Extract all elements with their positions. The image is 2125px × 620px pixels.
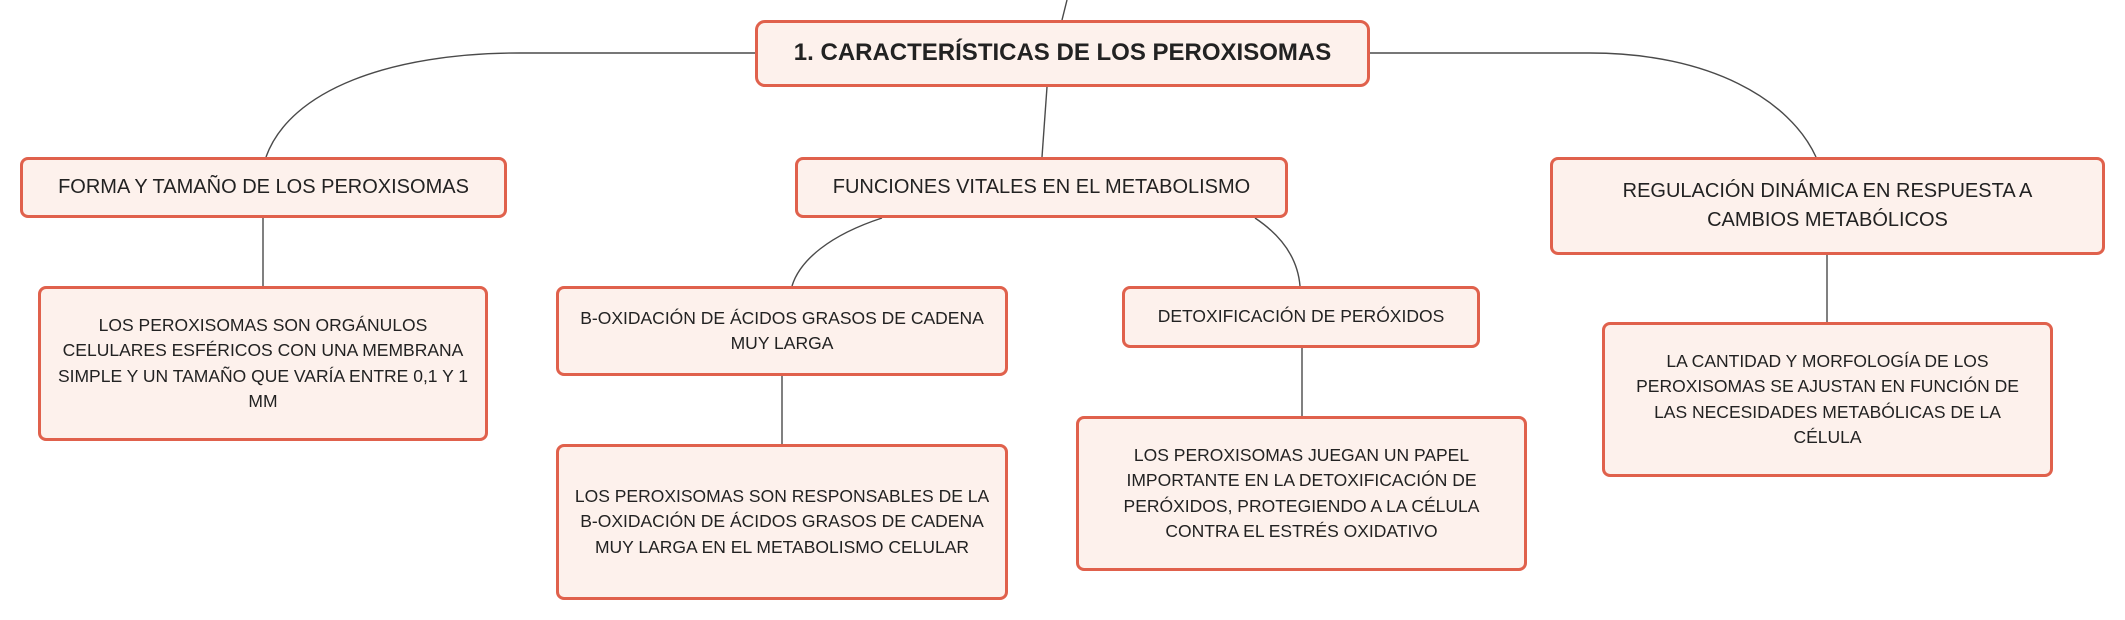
topic-regulacion-dinamica[interactable] <box>1550 157 2105 255</box>
connector-funciones-detox <box>1255 218 1300 286</box>
subtopic-detoxificacion[interactable] <box>1122 286 1480 348</box>
subtopic-beta-oxidacion-label: Β-OXIDACIÓN DE ÁCIDOS GRASOS DE CADENA MUY LARGA <box>580 307 984 353</box>
connector-root-top <box>1062 0 1067 20</box>
detail-regulacion-dinamica[interactable] <box>1602 322 2053 477</box>
subtopic-detoxificacion-label: DETOXIFICACIÓN DE PERÓXIDOS <box>1157 306 1445 327</box>
topic-forma-tamano[interactable] <box>20 157 507 218</box>
topic-regulacion-dinamica-label: REGULACIÓN DINÁMICA EN RESPUESTA A CAMBIOS METABÓLICOS <box>1622 180 2033 231</box>
topic-forma-tamano-label: FORMA Y TAMAÑO DE LOS PEROXISOMAS <box>58 176 469 198</box>
connector-root-funciones <box>1042 87 1047 157</box>
detail-forma-tamano[interactable] <box>38 286 488 441</box>
detail-beta-oxidacion[interactable] <box>556 444 1008 600</box>
connector-funciones-beta <box>792 218 882 286</box>
root-topic-label: 1. CARACTERÍSTICAS DE LOS PEROXISOMAS <box>793 39 1332 67</box>
connector-root-forma <box>266 53 755 157</box>
detail-beta-oxidacion-text: LOS PEROXISOMAS SON RESPONSABLES DE LA Β-OXIDACIÓN DE ÁCIDOS GRASOS DE CADENA MUY LARGA EN EL METABOLISMO CELULAR <box>574 485 990 557</box>
root-topic[interactable] <box>755 20 1370 87</box>
detail-detoxificacion[interactable] <box>1076 416 1527 571</box>
detail-forma-tamano-text: LOS PEROXISOMAS SON ORGÁNULOS CELULARES ESFÉRICOS CON UNA MEMBRANA SIMPLE Y UN TAMAÑO QUE VARÍA ENTRE 0,1 Y 1 MM <box>57 314 469 411</box>
detail-regulacion-dinamica-text: LA CANTIDAD Y MORFOLOGÍA DE LOS PEROXISOMAS SE AJUSTAN EN FUNCIÓN DE LAS NECESIDADES METABÓLICAS DE LA CÉLULA <box>1636 350 2019 447</box>
topic-funciones-vitales[interactable] <box>795 157 1288 218</box>
connector-root-regulacion <box>1370 53 1816 157</box>
subtopic-beta-oxidacion[interactable] <box>556 286 1008 376</box>
detail-detoxificacion-text: LOS PEROXISOMAS JUEGAN UN PAPEL IMPORTANTE EN LA DETOXIFICACIÓN DE PERÓXIDOS, PROTEGIENDO A LA CÉLULA CONTRA EL ESTRÉS OXIDATIVO <box>1123 444 1480 541</box>
topic-funciones-vitales-label: FUNCIONES VITALES EN EL METABOLISMO <box>832 176 1251 198</box>
